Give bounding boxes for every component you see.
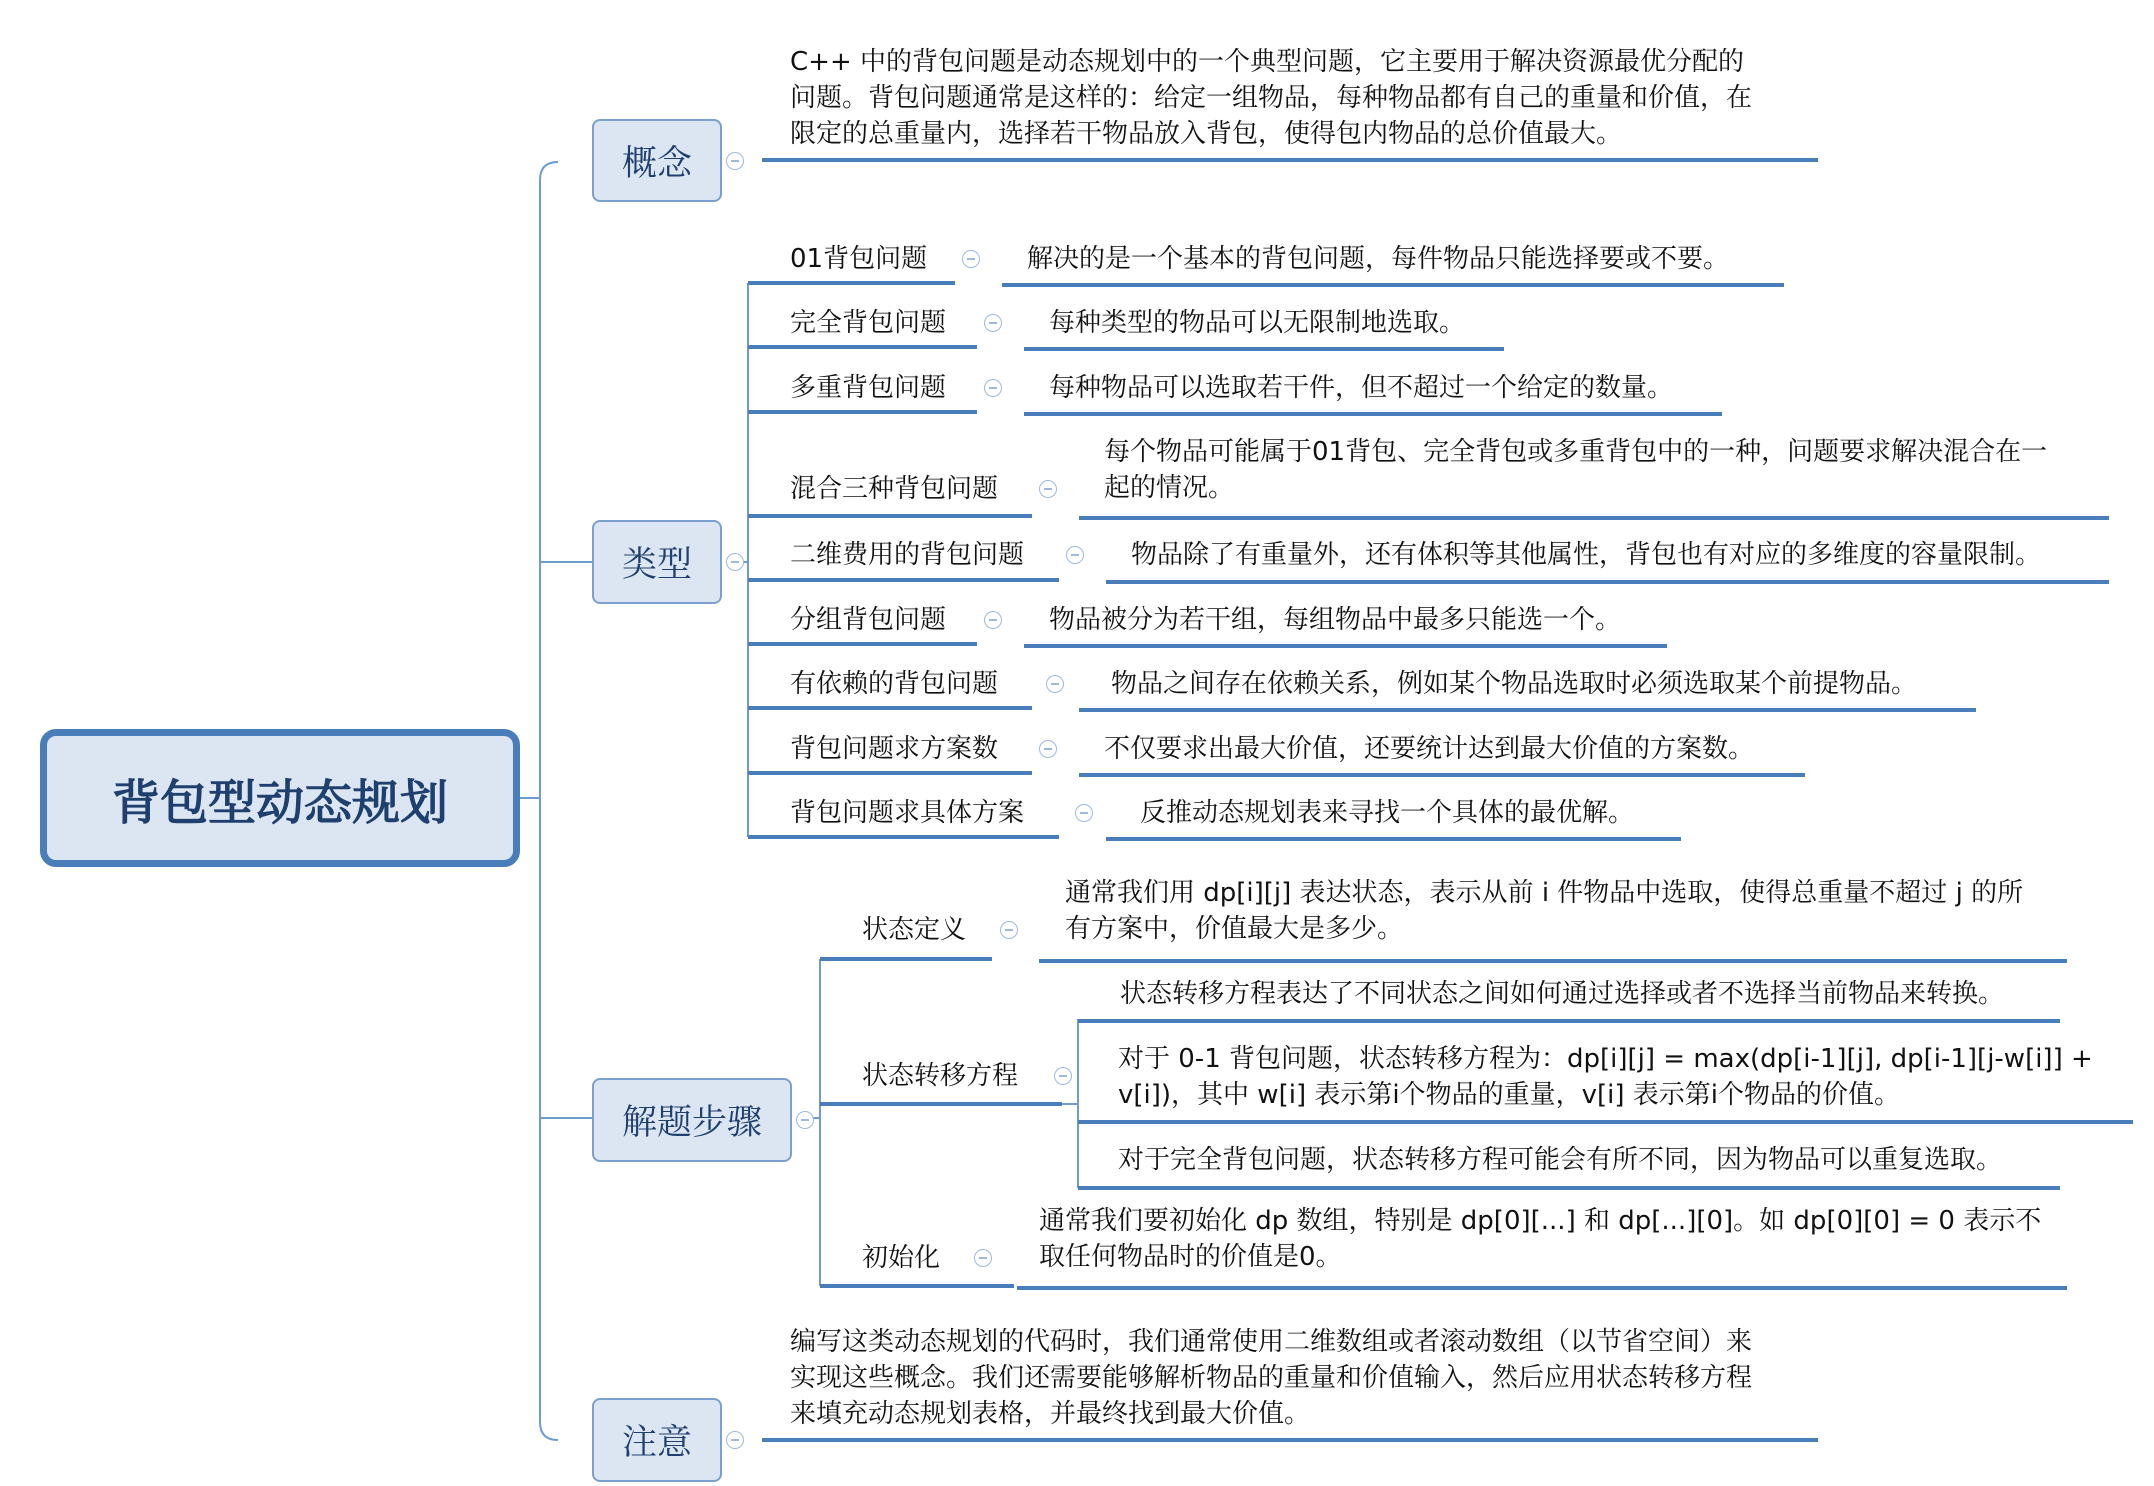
root-title: 背包型动态规划 [111, 774, 448, 831]
type-desc-group: 物品被分为若干组，每组物品中最多只能选一个。 [1049, 605, 1622, 635]
notes-text: 编写这类动态规划的代码时，我们通常使用二维数组或者滚动数组（以节省空间）来 实现这些概念。我们还需要能够解析物品的重量和价值输入，然后应用状态转移方程 来填充动态规划表格，并最终找到最大价值。 [790, 1327, 1753, 1429]
collapse-toggle-icon[interactable] [726, 152, 744, 170]
steps-node[interactable] [592, 1078, 792, 1162]
type-desc-dependency: 物品之间存在依赖关系，例如某个物品选取时必须选取某个前提物品。 [1111, 669, 1918, 699]
collapse-toggle-icon[interactable] [1000, 921, 1018, 939]
types-node[interactable] [592, 520, 722, 604]
concept-text: C++ 中的背包问题是动态规划中的一个典型问题，它主要用于解决资源最优分配的 问题。背包问题通常是这样的：给定一组物品，每种物品都有自己的重量和价值，在 限定的总重量内，选择若干物品放入背包，使得包内物品的总价值最大。 [790, 47, 1753, 149]
type-item-group[interactable]: 分组背包问题 [790, 605, 947, 635]
transition-item-1: 状态转移方程表达了不同状态之间如何通过选择或者不选择当前物品来转换。 [1120, 979, 2005, 1009]
steps-label: 解题步骤 [621, 1103, 762, 1143]
collapse-toggle-icon[interactable] [1066, 546, 1084, 564]
types-label: 类型 [621, 545, 692, 585]
type-item-mixed[interactable]: 混合三种背包问题 [790, 474, 999, 504]
type-desc-complete: 每种类型的物品可以无限制地选取。 [1049, 308, 1466, 338]
root-node[interactable] [40, 729, 520, 867]
type-item-solution[interactable]: 背包问题求具体方案 [790, 798, 1025, 828]
concept-label: 概念 [621, 143, 692, 184]
step-state-def[interactable]: 状态定义 [862, 915, 967, 945]
step-transition[interactable]: 状态转移方程 [862, 1061, 1019, 1091]
notes-label: 注意 [621, 1423, 692, 1463]
type-item-2d-cost[interactable]: 二维费用的背包问题 [790, 540, 1025, 570]
type-desc-count: 不仅要求出最大价值，还要统计达到最大价值的方案数。 [1104, 734, 1755, 764]
step-state-def-desc: 通常我们用 dp[i][j] 表达状态，表示从前 i 件物品中选取，使得总重量不超过 j 的所 有方案中，价值最大是多少。 [1065, 878, 2024, 944]
collapse-toggle-icon[interactable] [1039, 480, 1057, 498]
notes-node[interactable] [592, 1398, 722, 1482]
connector-trunk [540, 162, 558, 1440]
collapse-toggle-icon[interactable] [984, 611, 1002, 629]
concept-node[interactable] [592, 119, 722, 202]
step-init[interactable]: 初始化 [862, 1243, 941, 1273]
collapse-toggle-icon[interactable] [984, 314, 1002, 332]
collapse-toggle-icon[interactable] [984, 379, 1002, 397]
type-item-multiple[interactable]: 多重背包问题 [790, 373, 947, 403]
type-desc-mixed: 每个物品可能属于01背包、完全背包或多重背包中的一种，问题要求解决混合在一 起的情况。 [1104, 437, 2048, 503]
collapse-toggle-icon[interactable] [1039, 740, 1057, 758]
type-desc-multiple: 每种物品可以选取若干件，但不超过一个给定的数量。 [1049, 373, 1674, 403]
type-desc-solution: 反推动态规划表来寻找一个具体的最优解。 [1140, 798, 1635, 828]
type-item-complete[interactable]: 完全背包问题 [790, 308, 947, 338]
type-desc-2d-cost: 物品除了有重量外，还有体积等其他属性，背包也有对应的多维度的容量限制。 [1131, 540, 2042, 570]
step-init-desc: 通常我们要初始化 dp 数组，特别是 dp[0][...] 和 dp[...][0]。如 dp[0][0] = 0 表示不 取任何物品时的价值是0。 [1039, 1206, 2042, 1272]
collapse-toggle-icon[interactable] [1046, 675, 1064, 693]
collapse-toggle-icon[interactable] [726, 553, 744, 571]
collapse-toggle-icon[interactable] [1054, 1067, 1072, 1085]
transition-item-2: 对于 0-1 背包问题，状态转移方程为：dp[i][j] = max(dp[i-1][j], dp[i-1][j-w[i]] + v[i])，其中 w[i] 表示第i个物品的重量，v[i] 表示第i个物品的价值。 [1118, 1044, 2093, 1110]
collapse-toggle-icon[interactable] [974, 1249, 992, 1267]
type-item-01[interactable]: 01背包问题 [790, 244, 928, 274]
collapse-toggle-icon[interactable] [1075, 804, 1093, 822]
type-desc-01: 解决的是一个基本的背包问题，每件物品只能选择要或不要。 [1027, 244, 1730, 274]
type-item-dependency[interactable]: 有依赖的背包问题 [790, 669, 999, 699]
collapse-toggle-icon[interactable] [796, 1111, 814, 1129]
collapse-toggle-icon[interactable] [726, 1431, 744, 1449]
type-item-count[interactable]: 背包问题求方案数 [790, 734, 999, 764]
transition-item-3: 对于完全背包问题，状态转移方程可能会有所不同，因为物品可以重复选取。 [1118, 1145, 2003, 1175]
collapse-toggle-icon[interactable] [962, 250, 980, 268]
